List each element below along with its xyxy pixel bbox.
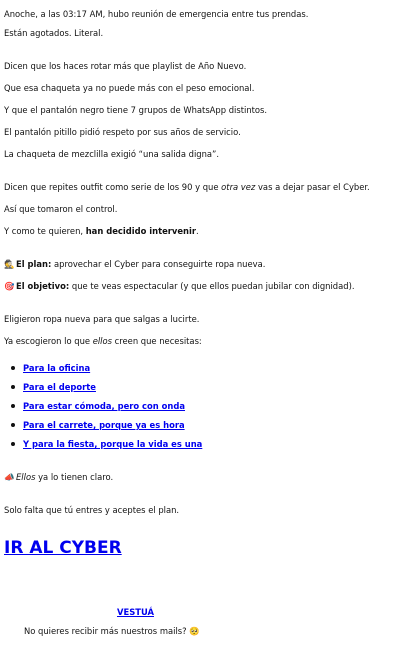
list-item [4, 438, 202, 457]
picked-emphasis: ellos [92, 336, 112, 346]
link-fiesta[interactable]: Y para la fiesta, porque la vida es una [23, 439, 203, 449]
outfit-text-after: vas a dejar pasar el Cyber. [255, 182, 370, 192]
brand-link[interactable]: VESTUÁ [117, 607, 154, 617]
list-item [4, 362, 202, 381]
list-item [4, 419, 202, 438]
closing-line: Solo falta que tú entres y aceptes el plan. [4, 505, 180, 515]
plan-text: aprovechar el Cyber para conseguirte ropa nueva. [51, 259, 266, 269]
cyber-cta-link[interactable]: IR AL CYBER [4, 538, 122, 558]
link-carrete[interactable]: Para el carrete, porque ya es hora [23, 420, 185, 430]
complaint-5: La chaqueta de mezclilla exigió “una salida digna”. [4, 149, 220, 159]
complaint-3: Y que el pantalón negro tiene 7 grupos de WhatsApp distintos. [4, 105, 268, 115]
goal-line [4, 280, 355, 292]
picked-line [4, 335, 202, 347]
link-comoda[interactable]: Para estar cómoda, pero con onda [23, 401, 186, 411]
chose-line: Eligieron ropa nueva para que salgas a lucirte. [4, 314, 200, 324]
list-item [4, 381, 202, 400]
complaint-1: Dicen que los haces rotar más que playlist de Año Nuevo. [4, 61, 247, 71]
control-line: Así que tomaron el control. [4, 204, 118, 214]
goal-label: El objetivo: [16, 281, 70, 291]
megaphone-icon: 📣 [4, 472, 15, 482]
link-oficina[interactable]: Para la oficina [23, 363, 91, 373]
outfit-emphasis: otra vez [221, 182, 256, 192]
clear-line [4, 471, 113, 483]
plan-line [4, 258, 265, 270]
unsubscribe-text[interactable]: No quieres recibir más nuestros mails? 🥺 [24, 626, 200, 636]
goal-text: que te veas espectacular (y que ellos puedan jubilar con dignidad). [69, 281, 355, 291]
intervene-text-before: Y como te quieren, [4, 226, 86, 236]
outfit-text-before: Dicen que repites outfit como serie de los 90 y que [4, 182, 222, 192]
picked-text-after: creen que necesitas: [112, 336, 202, 346]
plan-label: El plan: [16, 259, 52, 269]
intervene-text-after: . [196, 226, 199, 236]
target-icon: 🎯 [4, 281, 15, 291]
complaint-2: Que esa chaqueta ya no puede más con el peso emocional. [4, 83, 255, 93]
intervene-bold: han decidido intervenir [85, 226, 196, 236]
clear-text: ya lo tienen claro. [35, 472, 114, 482]
intro-line-2: Están agotados. Literal. [4, 28, 104, 38]
intervene-line [4, 225, 199, 237]
outfit-line [4, 181, 370, 193]
list-item [4, 400, 202, 419]
category-list [4, 362, 202, 457]
link-deporte[interactable]: Para el deporte [23, 382, 96, 392]
picked-text-before: Ya escogieron lo que [4, 336, 93, 346]
intro-line-1: Anoche, a las 03:17 AM, hubo reunión de emergencia entre tus prendas. [4, 9, 309, 19]
detective-icon: 🕵 [4, 259, 15, 269]
complaint-4: El pantalón pitillo pidió respeto por sus años de servicio. [4, 127, 241, 137]
clear-emphasis: Ellos [16, 472, 36, 482]
